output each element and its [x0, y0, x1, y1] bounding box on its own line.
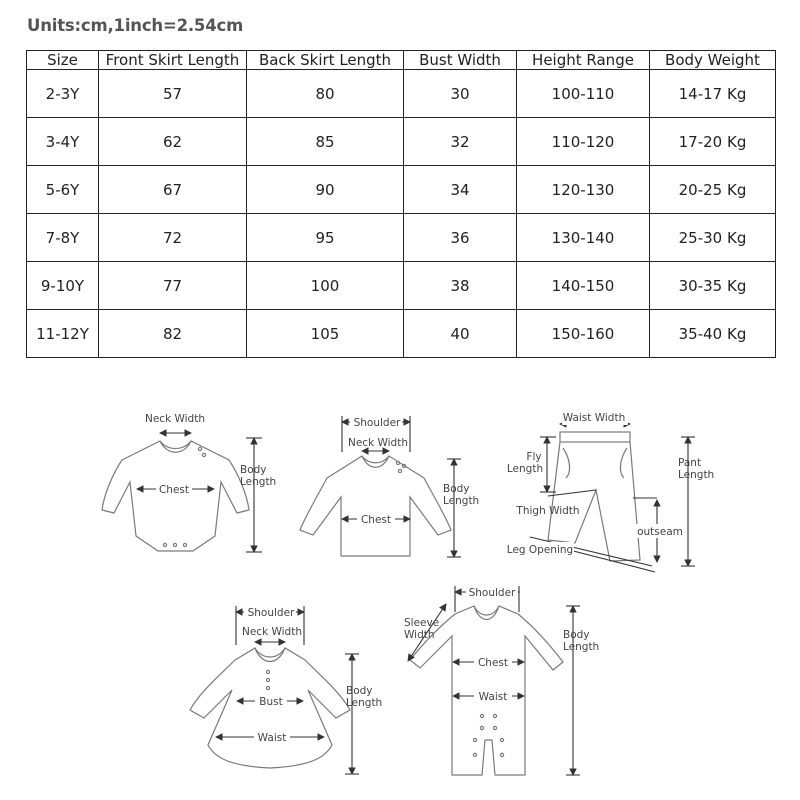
waist-label: Waist — [478, 691, 508, 703]
table-cell: 20-25 Kg — [650, 166, 776, 214]
column-header: Height Range — [517, 51, 650, 70]
body-length-label: Body — [346, 685, 373, 697]
fly-length-label: Length — [506, 463, 544, 475]
romper-collar — [474, 606, 499, 620]
table-cell: 90 — [247, 166, 404, 214]
table-cell: 40 — [404, 310, 517, 358]
column-header: Back Skirt Length — [247, 51, 404, 70]
fly-length-label: Fly — [526, 451, 542, 463]
table-cell: 36 — [404, 214, 517, 262]
thigh-width-label: Thigh Width — [516, 505, 580, 517]
table-cell: 95 — [247, 214, 404, 262]
snap-button — [173, 543, 176, 546]
snap-button — [183, 543, 186, 546]
top-diagram — [300, 415, 479, 557]
top-outline — [300, 456, 451, 556]
table-cell: 2-3Y — [27, 70, 99, 118]
romper-diagram — [404, 585, 599, 775]
table-cell: 30 — [404, 70, 517, 118]
table-cell: 7-8Y — [27, 214, 99, 262]
pants-pocket — [563, 448, 570, 478]
table-cell: 3-4Y — [27, 118, 99, 166]
table-cell: 85 — [247, 118, 404, 166]
table-cell: 110-120 — [517, 118, 650, 166]
waist-width-label: Waist Width — [562, 412, 626, 424]
dress-collar — [255, 648, 285, 662]
table-cell: 105 — [247, 310, 404, 358]
leg-opening-label: Leg Opening — [506, 544, 574, 556]
snap-button — [163, 543, 166, 546]
neck-width-label: Neck Width — [347, 437, 409, 449]
body-length-label: Length — [563, 641, 600, 653]
top-collar — [362, 456, 389, 467]
table-cell: 150-160 — [517, 310, 650, 358]
measurement-diagrams — [0, 370, 800, 800]
pant-length-label: Length — [678, 469, 715, 481]
table-cell: 100-110 — [517, 70, 650, 118]
table-row — [27, 310, 776, 358]
neck-width-label: Neck Width — [241, 626, 303, 638]
table-cell: 62 — [99, 118, 247, 166]
button — [266, 678, 269, 681]
table-cell: 72 — [99, 214, 247, 262]
shoulder-label: Shoulder — [468, 587, 516, 599]
table-cell: 25-30 Kg — [650, 214, 776, 262]
table-cell: 57 — [99, 70, 247, 118]
table-cell: 140-150 — [517, 262, 650, 310]
table-row — [27, 166, 776, 214]
table-cell: 32 — [404, 118, 517, 166]
column-header: Bust Width — [404, 51, 517, 70]
table-cell: 34 — [404, 166, 517, 214]
bust-label: Bust — [259, 696, 283, 708]
chest-label: Chest — [360, 514, 392, 526]
snap-button — [202, 453, 205, 456]
sleeve-width-label: Width — [404, 629, 435, 641]
table-cell: 120-130 — [517, 166, 650, 214]
table-row — [27, 214, 776, 262]
button — [266, 670, 269, 673]
button — [266, 686, 269, 689]
body-length-label: Length — [240, 476, 277, 488]
snap-button — [198, 447, 201, 450]
table-header-row — [27, 51, 776, 70]
table-cell: 30-35 Kg — [650, 262, 776, 310]
table-cell: 67 — [99, 166, 247, 214]
table-cell: 14-17 Kg — [650, 70, 776, 118]
waist-label: Waist — [257, 732, 287, 744]
column-header: Size — [27, 51, 99, 70]
shoulder-label: Shoulder — [247, 607, 295, 619]
body-length-label: Length — [346, 697, 383, 709]
outseam-label: outseam — [637, 526, 683, 538]
table-row — [27, 262, 776, 310]
chest-label: Chest — [477, 657, 509, 669]
dress-diagram — [190, 605, 382, 774]
thigh-width-line — [548, 490, 596, 496]
body-length-label: Body — [240, 464, 267, 476]
pants-waistband — [560, 432, 630, 442]
table-cell: 9-10Y — [27, 262, 99, 310]
table-cell: 5-6Y — [27, 166, 99, 214]
pants-diagram — [506, 411, 714, 572]
table-cell: 11-12Y — [27, 310, 99, 358]
table-cell: 100 — [247, 262, 404, 310]
table-cell: 38 — [404, 262, 517, 310]
measurement-diagrams-svg — [0, 370, 800, 800]
table-cell: 80 — [247, 70, 404, 118]
table-cell: 17-20 Kg — [650, 118, 776, 166]
body-length-label: Body — [563, 629, 590, 641]
units-note: Units:cm,1inch=2.54cm — [27, 16, 244, 35]
table-cell: 77 — [99, 262, 247, 310]
size-chart-table — [26, 50, 776, 358]
table-cell: 82 — [99, 310, 247, 358]
pants-pocket — [620, 448, 627, 478]
neck-width-label: Neck Width — [144, 413, 206, 425]
body-length-label: Body — [443, 483, 470, 495]
column-header: Front Skirt Length — [99, 51, 247, 70]
bodysuit-collar — [160, 441, 191, 452]
bodysuit-diagram — [102, 413, 276, 552]
table-row — [27, 118, 776, 166]
table-cell: 35-40 Kg — [650, 310, 776, 358]
table-row — [27, 70, 776, 118]
pant-length-label: Pant — [678, 457, 702, 469]
column-header: Body Weight — [650, 51, 776, 70]
sleeve-width-label: Sleeve — [404, 617, 440, 629]
chest-label: Chest — [158, 484, 190, 496]
body-length-label: Length — [443, 495, 480, 507]
table-cell: 130-140 — [517, 214, 650, 262]
shoulder-label: Shoulder — [353, 417, 401, 429]
